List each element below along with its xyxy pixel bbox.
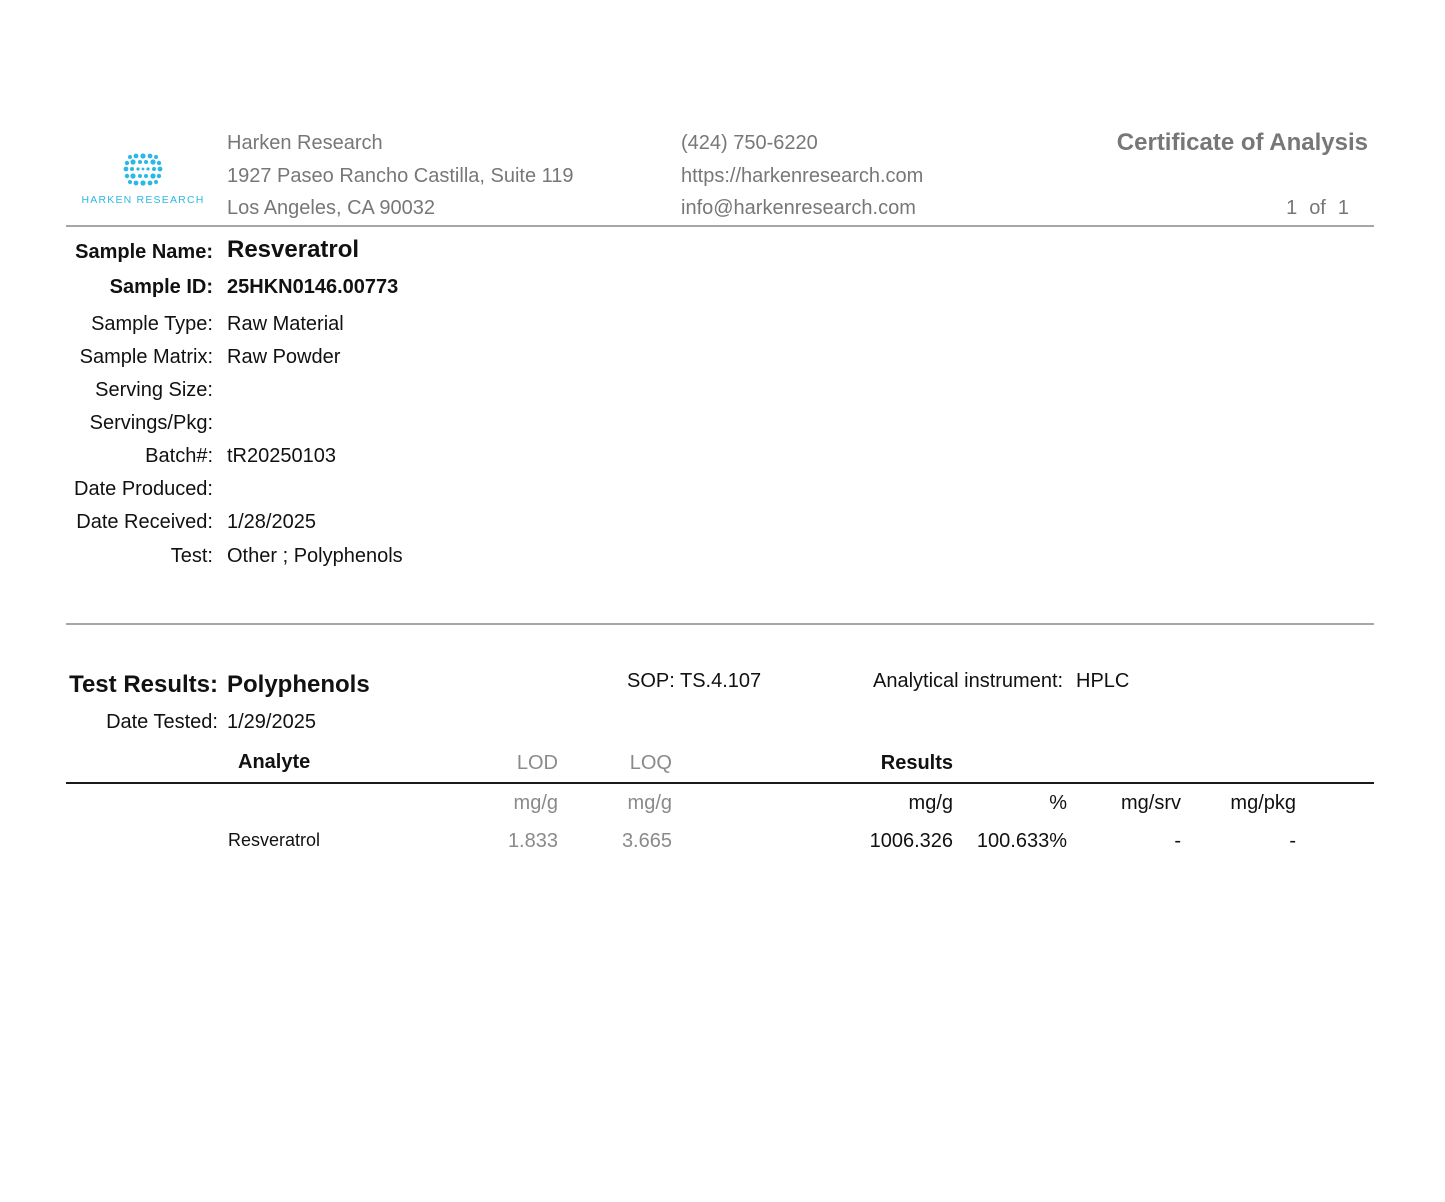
page-current: 1 bbox=[1286, 197, 1298, 219]
unit-lod: mg/g bbox=[513, 792, 558, 814]
batch-value: tR20250103 bbox=[227, 445, 336, 467]
date-produced-label: Date Produced: bbox=[74, 478, 213, 500]
cell-result-pct: 100.633% bbox=[976, 830, 1067, 852]
table-header-rule bbox=[66, 782, 1374, 784]
date-received-label: Date Received: bbox=[76, 511, 213, 533]
cell-result-mg-g: 1006.326 bbox=[869, 830, 953, 852]
col-results-header: Results bbox=[880, 752, 953, 774]
test-results-label: Test Results: bbox=[69, 671, 218, 698]
phone-number: (424) 750-6220 bbox=[681, 132, 818, 154]
sop-value: TS.4.107 bbox=[680, 670, 762, 692]
address-line-2: Los Angeles, CA 90032 bbox=[227, 197, 435, 219]
cell-lod: 1.833 bbox=[507, 830, 558, 852]
page-total: 1 bbox=[1337, 197, 1349, 219]
sop-label: SOP: bbox=[627, 670, 675, 692]
sample-type-label: Sample Type: bbox=[91, 313, 213, 335]
col-analyte-header: Analyte bbox=[238, 751, 311, 773]
date-tested-value: 1/29/2025 bbox=[227, 711, 316, 733]
batch-label: Batch#: bbox=[145, 445, 213, 467]
test-value: Other ; Polyphenols bbox=[227, 545, 403, 567]
col-lod-header: LOD bbox=[516, 752, 558, 774]
date-tested-label: Date Tested: bbox=[106, 711, 218, 733]
cell-analyte: Resveratrol bbox=[228, 830, 321, 850]
unit-loq: mg/g bbox=[627, 792, 672, 814]
sample-id-label: Sample ID: bbox=[109, 276, 213, 298]
sample-id-value: 25HKN0146.00773 bbox=[227, 276, 399, 298]
unit-result-mg-g: mg/g bbox=[908, 792, 953, 814]
cell-result-mg-srv: - bbox=[1174, 830, 1181, 852]
email-link[interactable]: info@harkenresearch.com bbox=[681, 197, 916, 219]
unit-result-pct: % bbox=[1049, 792, 1067, 814]
sample-name-label: Sample Name: bbox=[75, 241, 213, 263]
unit-result-mg-srv: mg/srv bbox=[1121, 792, 1181, 814]
logo-wordmark: HARKEN RESEARCH bbox=[81, 194, 205, 206]
page-number bbox=[1280, 197, 1355, 220]
molecule-dots-icon bbox=[62, 152, 224, 192]
test-results-title: Polyphenols bbox=[227, 671, 370, 698]
unit-result-mg-pkg: mg/pkg bbox=[1230, 792, 1296, 814]
section-divider bbox=[66, 623, 1374, 625]
date-received-value: 1/28/2025 bbox=[227, 511, 316, 533]
page-of: of bbox=[1309, 197, 1326, 219]
serving-size-label: Serving Size: bbox=[95, 379, 213, 401]
cell-result-mg-pkg: - bbox=[1289, 830, 1296, 852]
instrument-label: Analytical instrument: bbox=[873, 670, 1064, 692]
col-loq-header: LOQ bbox=[629, 752, 672, 774]
sample-name-value: Resveratrol bbox=[227, 236, 360, 263]
address-line-1: 1927 Paseo Rancho Castilla, Suite 119 bbox=[227, 165, 574, 187]
header-divider bbox=[66, 225, 1374, 227]
website-link[interactable]: https://harkenresearch.com bbox=[681, 165, 924, 187]
company-logo bbox=[62, 150, 224, 210]
sample-matrix-label: Sample Matrix: bbox=[79, 346, 213, 368]
servings-pkg-label: Servings/Pkg: bbox=[89, 412, 213, 434]
company-name: Harken Research bbox=[227, 132, 383, 154]
sample-matrix-value: Raw Powder bbox=[227, 346, 341, 368]
instrument-value: HPLC bbox=[1076, 670, 1130, 692]
sample-type-value: Raw Material bbox=[227, 313, 344, 335]
test-label: Test: bbox=[170, 545, 213, 567]
document-title: Certificate of Analysis bbox=[1116, 129, 1368, 156]
cell-loq: 3.665 bbox=[621, 830, 672, 852]
